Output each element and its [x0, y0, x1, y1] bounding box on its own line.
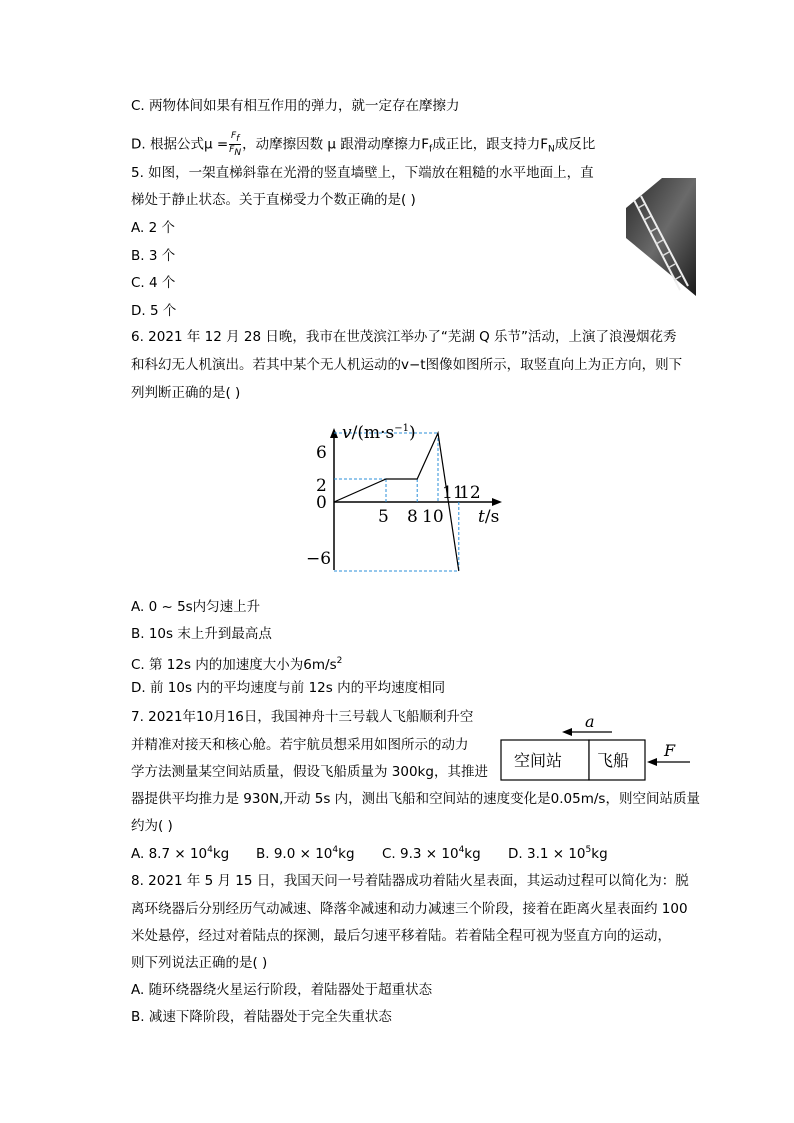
q7-option-c-unit: kg: [464, 846, 481, 862]
frac-denominator-sub: N: [234, 148, 242, 158]
x-axis-label-var: t: [478, 507, 485, 527]
q7-option-a-label: A. 8.7 × 10: [131, 846, 208, 862]
q8-option-a: A. 随环绕器绕火星运行阶段，着陆器处于超重状态: [131, 982, 433, 998]
y-tick-6: 6: [316, 443, 327, 463]
q8-stem-line-2: 离环绕器后分别经历气动减速、降落伞减速和动力减速三个阶段，接着在距离火星表面约 100: [131, 901, 688, 917]
spaceship-label: 飞船: [597, 751, 630, 770]
q7-stem-line-2: 并精准对接天和核心舱。若宇航员想采用如图所示的动力: [131, 737, 469, 753]
x-tick-12: 12: [459, 483, 481, 503]
q6-stem-line-1: 6. 2021 年 12 月 28 日晚，我市在世茂滨江举办了“芜湖 Q 乐节”活动，上演了浪漫烟花秀: [131, 329, 677, 345]
acceleration-label: a: [585, 712, 595, 731]
q7-option-b-label: B. 9.0 × 10: [256, 846, 333, 862]
q6-option-c-text: C. 第 12s 内的加速度大小为6m/s: [131, 657, 337, 673]
y-axis-label-exp: −1: [394, 423, 409, 434]
q4-option-d-sub-n: N: [547, 144, 555, 155]
q7-option-a-exp: 4: [207, 845, 213, 855]
x-tick-5: 5: [378, 507, 389, 527]
q6-option-d: D. 前 10s 内的平均速度与前 12s 内的平均速度相同: [131, 680, 446, 696]
q4-option-d-sub-f: f: [429, 144, 433, 155]
vt-graph: [302, 418, 512, 578]
q7-option-d: [508, 845, 608, 862]
spacecraft-diagram: [496, 712, 696, 782]
q5-stem-line-2: 梯处于静止状态。关于直梯受力个数正确的是( ): [131, 192, 416, 208]
q6-option-c-sup: 2: [336, 656, 343, 666]
wall-shape: [626, 178, 696, 296]
q5-stem-line-1: 5. 如图，一架直梯斜靠在光滑的竖直墙壁上，下端放在粗糙的水平地面上，直: [131, 165, 594, 181]
q8-option-b: B. 减速下降阶段，着陆器处于完全失重状态: [131, 1009, 392, 1025]
q7-option-a: [131, 845, 229, 862]
y-axis-label: [342, 423, 416, 443]
ladder-photo: [626, 178, 696, 296]
q7-option-c-label: C. 9.3 × 10: [382, 846, 459, 862]
q4-option-d-text1: ，动摩擦因数 μ 跟滑动摩擦力F: [242, 136, 430, 153]
q6-stem-line-3: 列判断正确的是( ): [131, 385, 241, 401]
q4-option-d-text2: 成正比，跟支持力F: [432, 136, 548, 153]
formula-fraction: [229, 131, 241, 158]
q6-option-a: A. 0 ~ 5s内匀速上升: [131, 599, 261, 615]
q7-option-b-unit: kg: [338, 846, 355, 862]
q7-option-c: [382, 845, 481, 862]
y-axis-label-close: ): [408, 423, 416, 443]
frac-numerator-sub: f: [236, 134, 240, 144]
q8-stem-line-3: 米处悬停，经过对着陆点的探测，最后匀速平移着陆。若着陆全程可视为竖直方向的运动，: [131, 928, 671, 944]
q8-stem-line-1: 8. 2021 年 5 月 15 日，我国天问一号着陆器成功着陆火星表面，其运动过程可以简化为：脱: [131, 873, 689, 889]
force-arrow-icon: [647, 758, 657, 766]
q7-option-d-exp: 5: [585, 845, 592, 855]
q7-stem-line-3: 学方法测量某空间站质量，假设飞船质量为 300kg，其推进: [131, 764, 488, 780]
frac-denominator: F: [229, 145, 235, 155]
q6-option-c: [131, 652, 342, 674]
y-tick-0: 0: [316, 493, 327, 513]
acceleration-arrow-icon: [562, 728, 572, 736]
q5-option-c: C. 4 个: [131, 275, 176, 291]
q4-option-d: [131, 131, 595, 159]
q6-option-b: B. 10s 末上升到最高点: [131, 626, 272, 642]
q4-option-d-text3: 成反比: [554, 136, 596, 153]
y-tick-neg6: −6: [306, 549, 332, 569]
space-station-label: 空间站: [514, 751, 563, 770]
q4-option-c: C. 两物体间如果有相互作用的弹力，就一定存在摩擦力: [131, 98, 460, 114]
q7-option-b-exp: 4: [332, 845, 339, 855]
q7-option-b: [256, 845, 355, 862]
q5-option-b: B. 3 个: [131, 248, 176, 264]
y-tick-2: 2: [316, 476, 327, 496]
q7-stem-line-5: 约为( ): [131, 818, 173, 834]
q6-stem-line-2: 和科幻无人机演出。若其中某个无人机运动的v−t图像如图所示，取竖直向上为正方向，则下: [131, 357, 683, 373]
q7-stem-line-1: 7. 2021年10月16日，我国神舟十三号载人飞船顺利升空: [131, 709, 474, 725]
x-tick-10: 10: [422, 507, 444, 527]
x-tick-8: 8: [407, 507, 418, 527]
q7-stem-line-4: 器提供平均推力是 930N,开动 5s 内，测出飞船和空间站的速度变化是0.05m/s，则空间站质量: [131, 791, 700, 807]
x-tick-11: 11: [442, 483, 464, 503]
q7-option-a-unit: kg: [212, 846, 230, 862]
q7-option-d-unit: kg: [591, 846, 608, 862]
q5-option-d: D. 5 个: [131, 303, 177, 319]
q7-option-c-exp: 4: [458, 845, 465, 855]
x-axis-label: [478, 507, 499, 527]
q5-option-a: A. 2 个: [131, 220, 175, 236]
q7-option-d-label: D. 3.1 × 10: [508, 846, 586, 862]
force-label: F: [664, 741, 676, 760]
frac-numerator: F: [230, 131, 237, 141]
q4-option-d-prefix: D. 根据公式μ =: [131, 136, 229, 153]
x-axis-arrow-icon: [492, 498, 502, 506]
y-axis-label-var: v: [342, 423, 352, 443]
x-axis-label-unit: /s: [484, 507, 500, 527]
y-axis-label-unit: /(m·s: [351, 423, 395, 443]
q8-stem-line-4: 则下列说法正确的是( ): [131, 955, 268, 971]
